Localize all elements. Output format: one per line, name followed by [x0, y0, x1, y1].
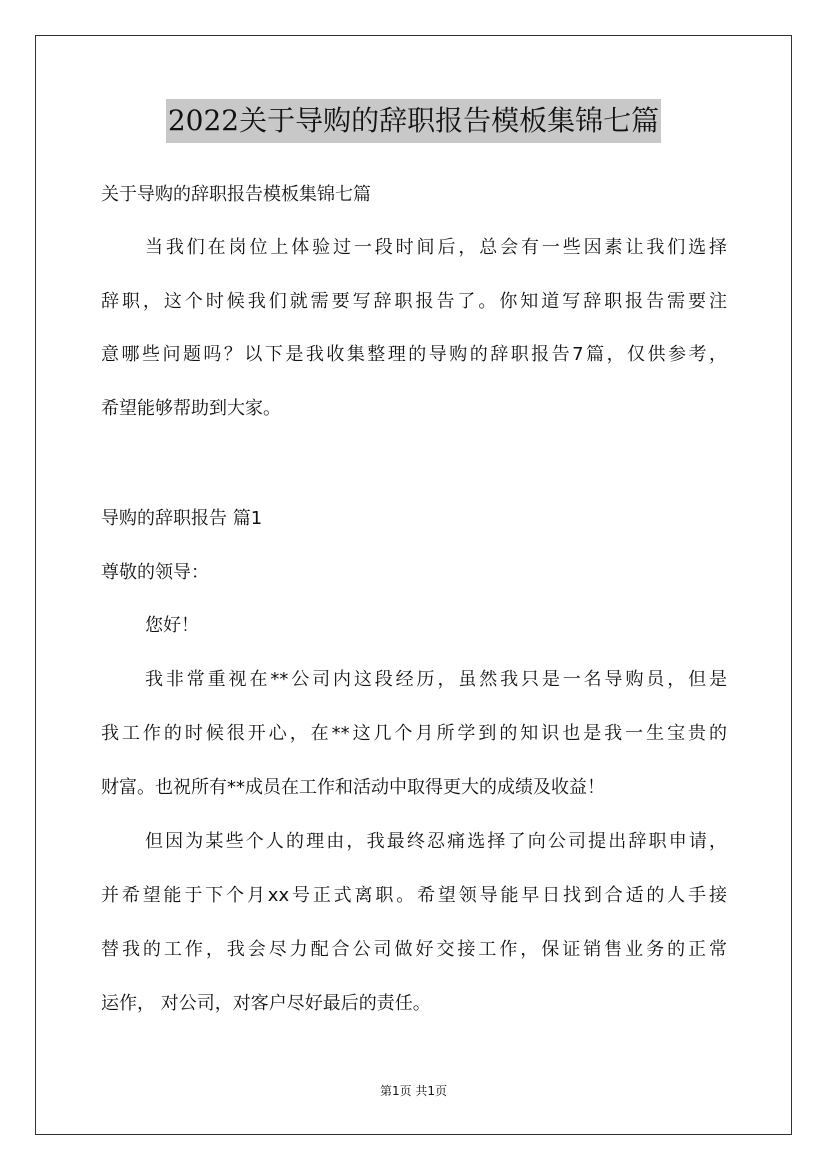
page-footer: 第1页 共1页 [379, 1084, 448, 1098]
document-title: 2022关于导购的辞职报告模板集锦七篇 [166, 99, 661, 143]
paragraph2-line-3: 替我的工作，我会尽力配合公司做好交接工作，保证销售业务的正常 [101, 939, 727, 960]
subtitle: 关于导购的辞职报告模板集锦七篇 [101, 184, 371, 205]
paragraph1-line-2: 我工作的时候很开心，在**这几个月所学到的知识也是我一生宝贵的 [101, 723, 727, 744]
paragraph2-line-2: 并希望能于下个月xx号正式离职。希望领导能早日找到合适的人手接 [101, 885, 727, 906]
intro-line-1: 当我们在岗位上体验过一段时间后，总会有一些因素让我们选择 [145, 237, 727, 258]
paragraph1-line-3: 财富。也祝所有**成员在工作和活动中取得更大的成绩及收益！ [101, 777, 605, 798]
paragraph1-line-1: 我非常重视在**公司内这段经历，虽然我只是一名导购员，但是 [145, 669, 727, 690]
salutation: 尊敬的领导： [101, 562, 209, 583]
greeting: 您好！ [145, 615, 199, 636]
paragraph2-line-4: 运作， 对公司，对客户尽好最后的责任。 [101, 993, 431, 1014]
intro-line-3: 意哪些问题吗？以下是我收集整理的导购的辞职报告7篇，仅供参考， [101, 344, 727, 365]
title-container [0, 99, 827, 143]
intro-line-2: 辞职，这个时候我们就需要写辞职报告了。你知道写辞职报告需要注 [101, 291, 727, 312]
paragraph2-line-1: 但因为某些个人的理由，我最终忍痛选择了向公司提出辞职申请， [145, 831, 727, 852]
section-heading: 导购的辞职报告 篇1 [101, 508, 263, 529]
intro-line-4: 希望能够帮助到大家。 [101, 398, 281, 419]
